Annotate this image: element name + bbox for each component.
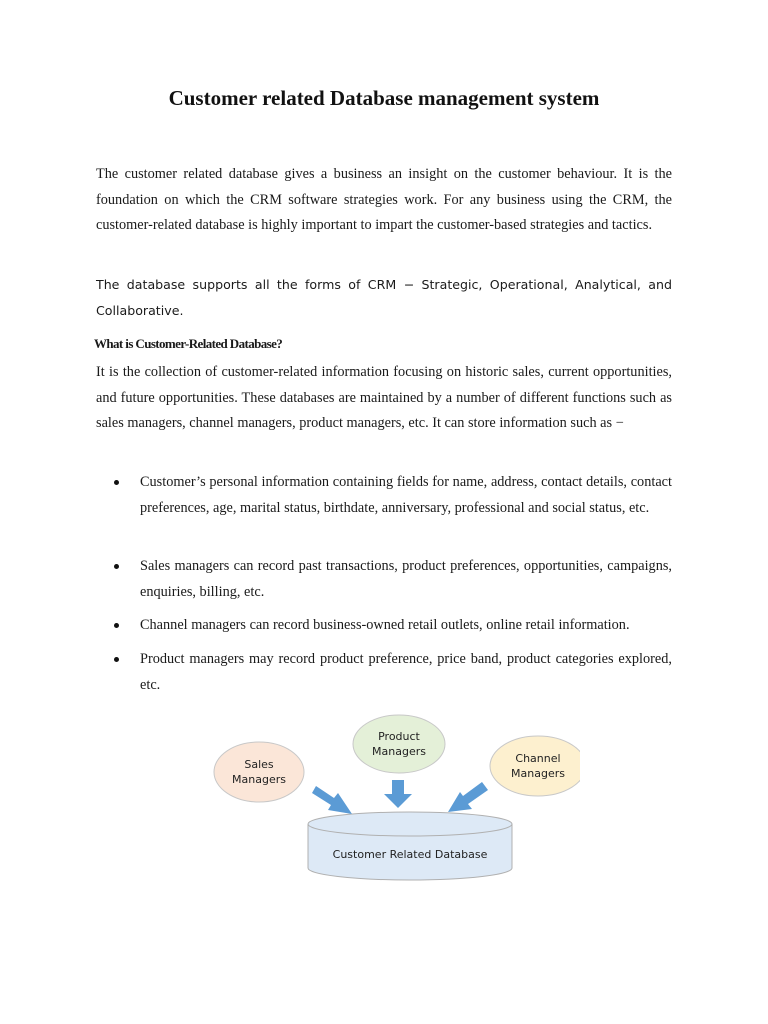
channel-managers-node <box>490 736 580 796</box>
arrow-down-right-icon <box>312 786 352 814</box>
sales-label-line2: Managers <box>232 773 286 786</box>
bullet-icon <box>114 480 119 485</box>
page-title: Customer related Database management system <box>168 86 600 110</box>
bullet-icon <box>114 564 119 569</box>
crm-forms-text: The database supports all the forms of CRM − Strategic, Operational, Analytical, and Collaborative. <box>96 277 672 318</box>
bullet-icon <box>114 623 119 628</box>
channel-label-line1: Channel <box>515 752 561 765</box>
sales-managers-node <box>214 742 304 802</box>
channel-label-line2: Managers <box>511 767 565 780</box>
section-heading: What is Customer-Related Database? <box>94 336 283 351</box>
intro-paragraph-1: The customer related database gives a business an insight on the customer behaviour. It is the foundation on which the CRM software strategies work. For any business using the CRM, the customer-related database is highly important to impart the customer-based strategies and tactics. <box>96 166 672 233</box>
definition-paragraph: It is the collection of customer-related information focusing on historic sales, current opportunities, and future opportunities. These databases are maintained by a number of different functions such as sales managers, channel managers, product managers, etc. It can store information such as − <box>96 364 672 431</box>
product-managers-node <box>353 715 445 773</box>
sales-label-line1: Sales <box>244 758 274 771</box>
bullet-icon <box>114 657 119 662</box>
product-label-line2: Managers <box>372 745 426 758</box>
arrow-down-left-icon <box>448 782 488 812</box>
intro-paragraph-2 <box>96 272 672 323</box>
product-label-line1: Product <box>378 730 420 743</box>
bullet-text: Customer’s personal information containing fields for name, address, contact details, contact preferences, age, marital status, birthdate, anniversary, professional and social status, etc. <box>140 474 672 516</box>
arrow-down-icon <box>384 780 412 808</box>
database-cylinder <box>308 812 512 880</box>
bullet-text: Sales managers can record past transactions, product preferences, opportunities, campaigns, enquiries, billing, etc. <box>140 558 672 600</box>
crm-database-diagram <box>200 706 580 896</box>
bullet-text: Product managers may record product preference, price band, product categories explored, etc. <box>140 651 672 693</box>
bullet-text: Channel managers can record business-owned retail outlets, online retail information. <box>140 617 630 633</box>
database-label: Customer Related Database <box>332 848 488 861</box>
